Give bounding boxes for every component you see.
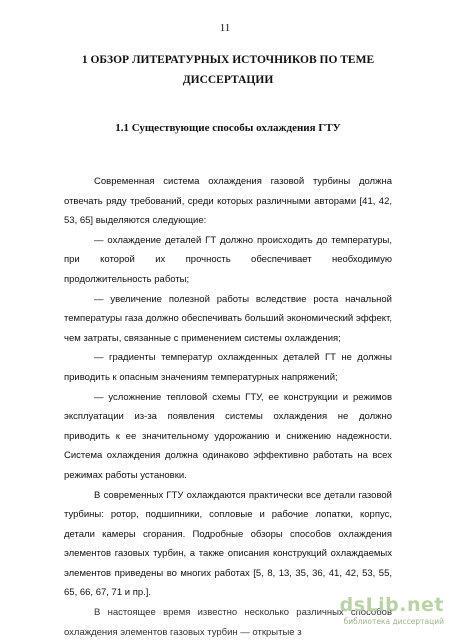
- paragraph-requirement-4: — усложнение тепловой схемы ГТУ, ее конструкции и режимов эксплуатации из-за появления системы охлаждения не должно приводить к ее значительному удорожанию и снижению надежности. Система охлаждения должна одинаково эффективно работать на всех режимах работы установки.: [64, 391, 392, 481]
- paragraph-requirement-1: — охлаждение деталей ГТ должно происходить до температуры, при которой их прочность обеспечивает необходимую продолжительность работы;: [64, 234, 392, 285]
- paragraph-requirement-3: — градиенты температур охлажденных деталей ГТ не должны приводить к опасным значениям температурных напряжений;: [64, 352, 392, 383]
- chapter-title: [60, 50, 396, 90]
- paragraph-cooled-parts: В современных ГТУ охлаждаются практически все детали газовой турбины: ротор, подшипники, сопловые и рабочие лопатки, корпус, детали камеры сгорания. Подробные обзоры способов охлаждения элементов газовых турбин, а также описания конструкций охлаждаемых элементов приведены во многих работах [5, 8, 13, 35, 36, 41, 42, 53, 55, 65, 66, 67, 71 и пр.].: [64, 489, 392, 599]
- watermark-subtitle: библиотека диссертаций: [343, 617, 444, 626]
- paragraph-intro: Современная система охлаждения газовой турбины должна отвечать ряду требований, среди которых различными авторами [41, 42, 53, 65] выделяются следующие:: [64, 176, 392, 227]
- page-number: 11: [219, 22, 231, 34]
- watermark: [319, 595, 444, 631]
- paragraph-requirement-2: — увеличение полезной работы вследствие роста начальной температуры газа должно обеспечивать больший экономический эффект, чем затраты, связанные с применением системы охлаждения;: [64, 293, 392, 344]
- watermark-logo: dsLib.net: [339, 594, 444, 616]
- paragraph-cooling-methods: В настоящее время известно несколько различных способов охлаждения элементов газовых турбин — открытые з: [64, 607, 392, 638]
- chapter-title-line1: 1 ОБЗОР ЛИТЕРАТУРНЫХ ИСТОЧНИКОВ ПО ТЕМЕ: [81, 54, 375, 66]
- body-text: [64, 172, 392, 642]
- section-title: 1.1 Существующие способы охлаждения ГТУ: [115, 122, 341, 134]
- chapter-title-line2: ДИССЕРТАЦИИ: [182, 74, 274, 86]
